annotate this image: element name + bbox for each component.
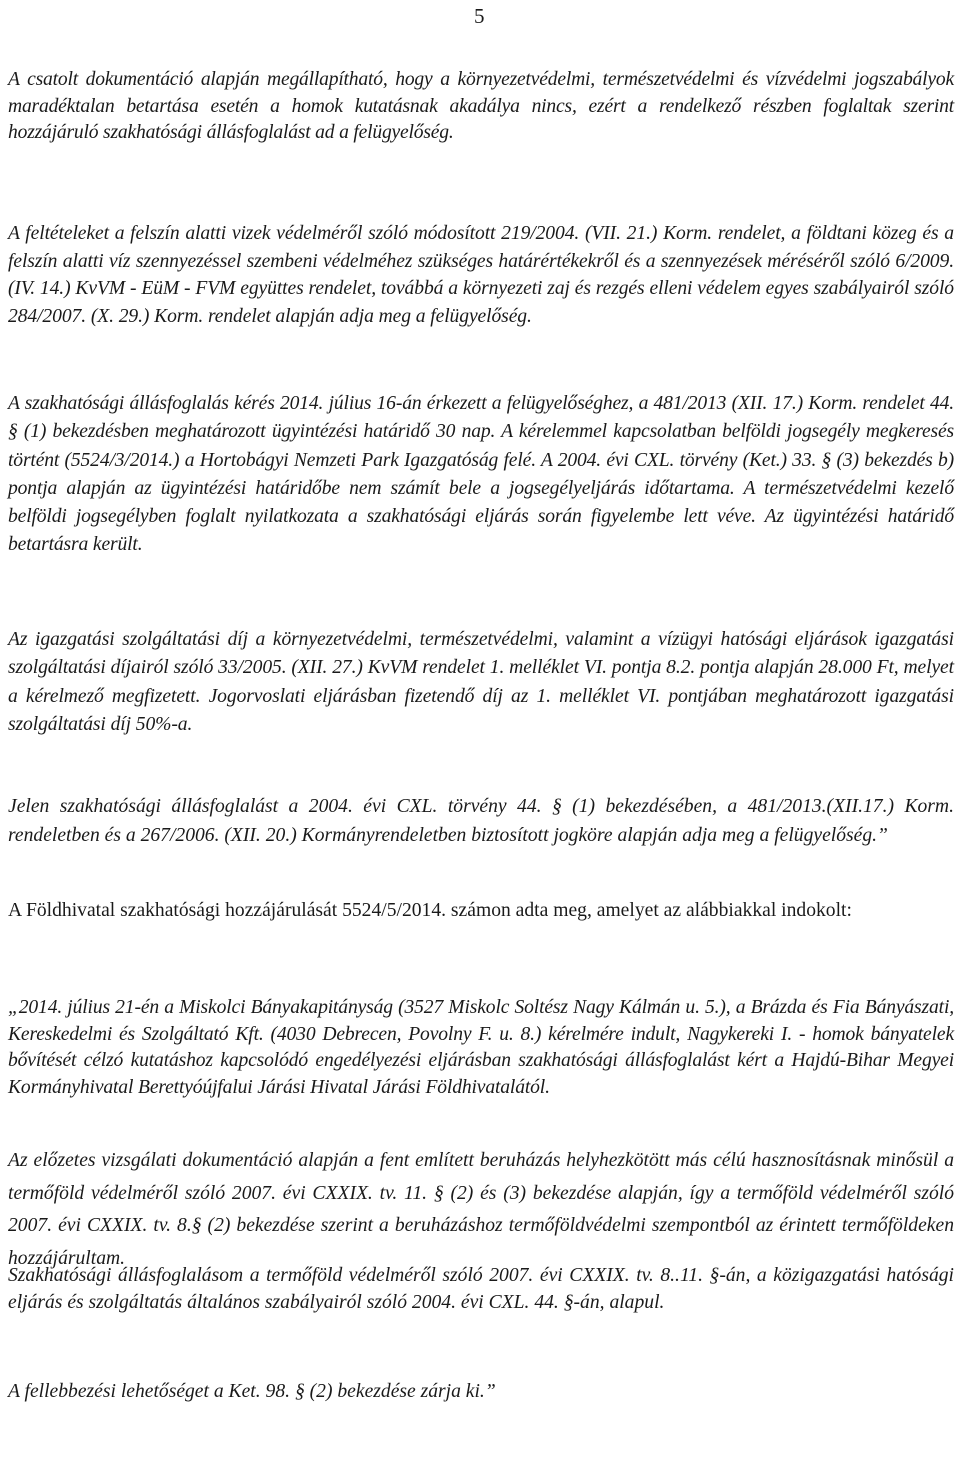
paragraph-procedure-deadline: A szakhatósági állásfoglalás kérés 2014. július 16-án érkezett a felügyelőséghez, a 481/2013 (XII. 17.) Korm. rendelet 44. § (1) bekezdésben meghatározott ügyintézési határidő 30 nap. A kérelemmel kapcsolatban belföldi jogsegély megkeresés történt (5524/3/2014.) a Hortobágyi Nemzeti Park Igazgatóság felé. A 2004. évi CXL. törvény (Ket.) 33. § (3) bekezdés b) pontja alapján az ügyintézési határidőbe nem számít bele a jogsegélyeljárás időtartama. A természetvédelmi kezelő belföldi jogsegélyben foglalt nyilatkozata a szakhatósági eljárás során figyelembe lett véve. Az ügyintézési határidő betartásra került. [8, 393, 954, 556]
paragraph-authority-basis: Jelen szakhatósági állásfoglalást a 2004. évi CXL. törvény 44. § (1) bekezdésében, a 481/2013.(XII.17.) Korm. rendeletben és a 267/2006. (XII. 20.) Kormányrendeletben biztosított jogköre alapján adja meg a felügyelőség.” [8, 796, 954, 846]
paragraph-land-use-assessment: Az előzetes vizsgálati dokumentáció alapján a fent említett beruházás helyhezkötött más célú hasznosításnak minősül a termőföld védelméről szóló 2007. évi CXXIX. tv. 11. § (2) és (3) bekezdése alapján, így a termőföld védelméről szóló 2007. évi CXXIX. tv. 8.§ (2) bekezdése szerint a beruházáshoz termőföldvédelmi szempontból az érintett termőföldeken hozzájárultam. [8, 1150, 954, 1269]
paragraph-legal-basis: A feltételeket a felszín alatti vizek védelméről szóló módosított 219/2004. (VII. 21.) Korm. rendelet, a földtani közeg és a felszín alatti víz szennyezéssel szembeni védelméhez szükséges határértékekről és a szennyezések méréséről szóló 6/2009. (IV. 14.) KvVM - EüM - FVM együttes rendelet, továbbá a környezeti zaj és rezgés elleni védelem egyes szabályairól szóló 284/2007. (X. 29.) Korm. rendelet alapján adja meg a felügyelőség. [8, 223, 954, 327]
page-number: 5 [474, 4, 485, 28]
paragraph-quoted-request: „2014. július 21-én a Miskolci Bányakapitányság (3527 Miskolc Soltész Nagy Kálmán u. 5.), a Brázda és Fia Bányászati, Kereskedelmi és Szolgáltató Kft. (4030 Debrecen, Povolny F. u. 8.) kérelmére indult, Nagykereki I. - homok bányatelek bővítését célzó kutatáshoz kapcsolódó engedélyezési eljárásban szakhatósági állásfoglalást kért a Hajdú-Bihar Megyei Kormányhivatal Berettyóújfalui Járási Hivatal Járási Földhivatalától. [8, 997, 954, 1098]
paragraph-land-office-intro: A Földhivatal szakhatósági hozzájárulását 5524/5/2014. számon adta meg, amelyet az alábbiakkal indokolt: [8, 900, 852, 921]
paragraph-legal-grounds: Szakhatósági állásfoglalásom a termőföld védelméről szóló 2007. évi CXXIX. tv. 8..11. §-án, a közigazgatási hatósági eljárás és szolgáltatás általános szabályairól szóló 2004. évi CXL. 44. §-án, alapul. [8, 1265, 954, 1313]
paragraph-permission-conclusion: A csatolt dokumentáció alapján megállapítható, hogy a környezetvédelmi, természetvédelmi és vízvédelmi jogszabályok maradéktalan betartása esetén a homok kutatásnak akadálya nincs, ezért a rendelkező részben foglaltak szerint hozzájáruló szakhatósági állásfoglalást ad a felügyelőség. [8, 69, 954, 144]
paragraph-appeal-exclusion: A fellebbezési lehetőséget a Ket. 98. § (2) bekezdése zárja ki.” [8, 1381, 496, 1402]
paragraph-administrative-fee: Az igazgatási szolgáltatási díj a környezetvédelmi, természetvédelmi, valamint a vízügyi hatósági eljárások igazgatási szolgáltatási díjairól szóló 33/2005. (XII. 27.) KvVM rendelet 1. melléklet VI. pontja 8.2. pontja alapján 28.000 Ft, melyet a kérelmező megfizetett. Jogorvoslati eljárásban fizetendő díj az 1. melléklet VI. pontjában meghatározott igazgatási szolgáltatási díj 50%-a. [8, 629, 954, 735]
